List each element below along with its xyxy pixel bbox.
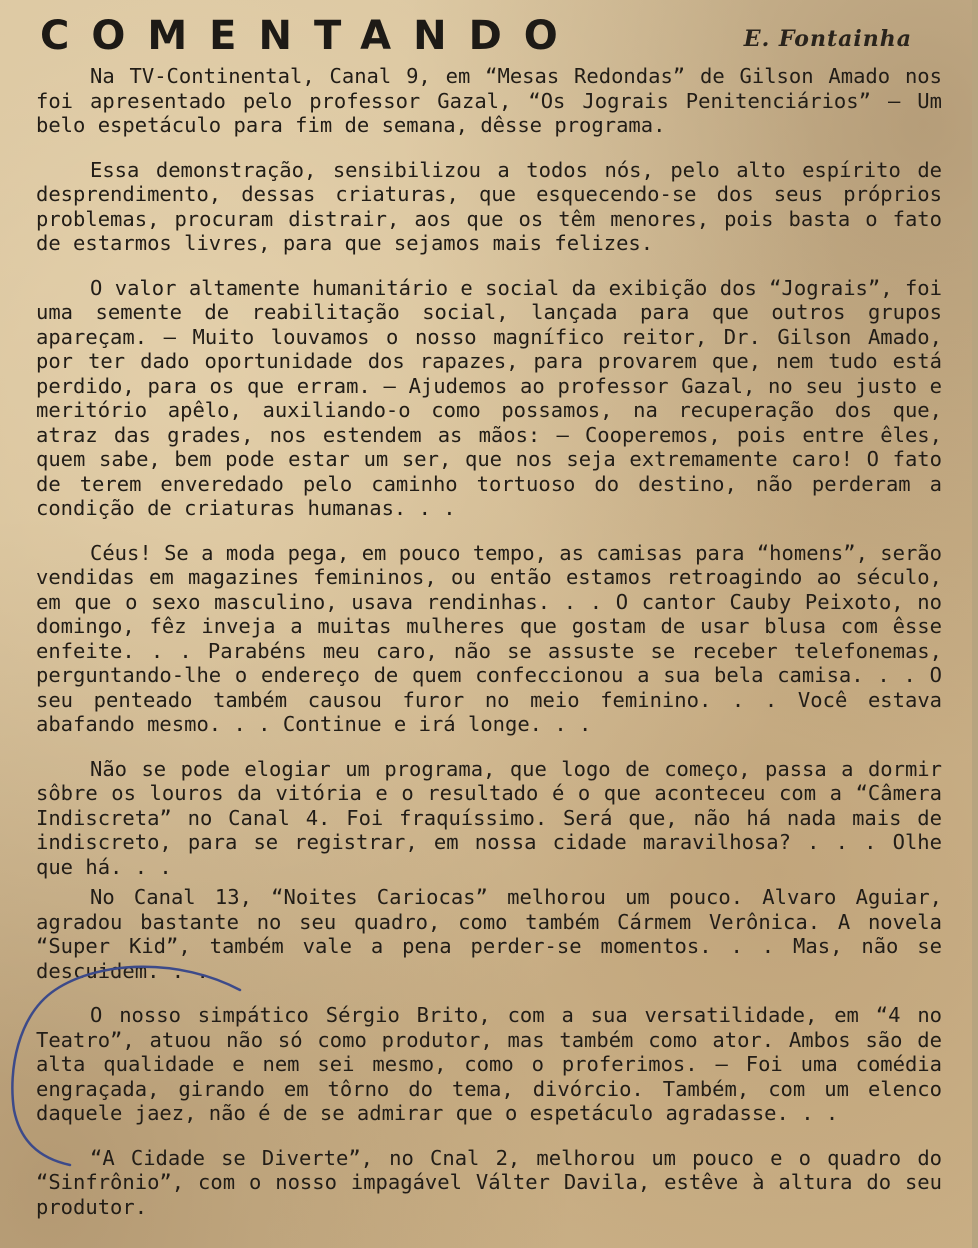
column-title: COMENTANDO	[40, 13, 580, 59]
article-body	[36, 64, 942, 1219]
column-header	[40, 14, 940, 58]
paragraph-tv-continental: Na TV-Continental, Canal 9, em “Mesas Redondas” de Gilson Amado nos foi apresentado pelo professor Gazal, “Os Jograis Penitenciários” — Um belo espetáculo para fim de semana, dêsse programa.	[36, 64, 942, 137]
paragraph-camera-indiscreta: Não se pode elogiar um programa, que logo de começo, passa a dormir sôbre os louros da vitória e o resultado é o que aconteceu com a “Câmera Indiscreta” no Canal 4. Foi fraquíssimo. Será que, não há nada mais de indiscreto, para se registrar, em nossa cidade maravilhosa? . . . Olhe que há. . .	[36, 756, 942, 879]
paragraph-cidade-se-diverte: “A Cidade se Diverte”, no Cnal 2, melhorou um pouco e o quadro do “Sinfrônio”, com o nosso impagável Válter Davila, estêve à altura do seu produtor.	[36, 1145, 942, 1219]
paragraph-noites-cariocas: No Canal 13, “Noites Cariocas” melhorou um pouco. Alvaro Aguiar, agradou bastante no seu quadro, como também Cármem Verônica. A novela “Super Kid”, também vale a pena perder-se momentos. . . Mas, não se descuidem. . .	[36, 885, 942, 983]
paragraph-sergio-brito: O nosso simpático Sérgio Brito, com a sua versatilidade, em “4 no Teatro”, atuou não só como produtor, mas também como ator. Ambos são de alta qualidade e nem sei mesmo, como o proferimos. — Foi uma comédia engraçada, girando em tôrno do tema, divórcio. Também, com um elenco daquele jaez, não é de se admirar que o espetáculo agradasse. . .	[36, 1003, 942, 1125]
paragraph-cauby-peixoto: Céus! Se a moda pega, em pouco tempo, as camisas para “homens”, serão vendidas em magazines femininos, ou então estamos retroagindo ao século, em que o sexo masculino, usava rendinhas. . . O cantor Cauby Peixoto, no domingo, fêz inveja a muitas mulheres que gostam de usar blusa com êsse enfeite. . . Parabéns meu caro, não se assuste se receber telefonemas, perguntando-lhe o endereço de quem confeccionou a sua bela camisa. . . O seu penteado também causou furor no meio feminino. . . Você estava abafando mesmo. . . Continue e irá longe. . .	[36, 540, 942, 736]
paragraph-jograis: O valor altamente humanitário e social da exibição dos “Jograis”, foi uma semente de reabilitação social, lançada para que outros grupos apareçam. — Muito louvamos o nosso magnífico reitor, Dr. Gilson Amado, por ter dado oportunidade dos rapazes, para provarem que, nem tudo está perdido, para os que erram. — Ajudemos ao professor Gazal, no seu justo e meritório apêlo, auxiliando-o como possamos, na recuperação dos que, atraz das grades, nos estendem as mãos: — Cooperemos, pois entre êles, quem sabe, bem pode estar um ser, que nos seja extremamente caro! O fato de terem enveredado pelo caminho tortuoso do destino, não perderam a condição de criaturas humanas. . .	[36, 275, 942, 520]
paragraph-demonstration: Essa demonstração, sensibilizou a todos nós, pelo alto espírito de desprendimento, dessas criaturas, que esquecendo-se dos seus próprios problemas, procuram distrair, aos que os têm menores, pois basta o fato de estarmos livres, para que sejamos mais felizes.	[36, 157, 942, 255]
author-byline: E. Fontainha	[743, 26, 912, 52]
